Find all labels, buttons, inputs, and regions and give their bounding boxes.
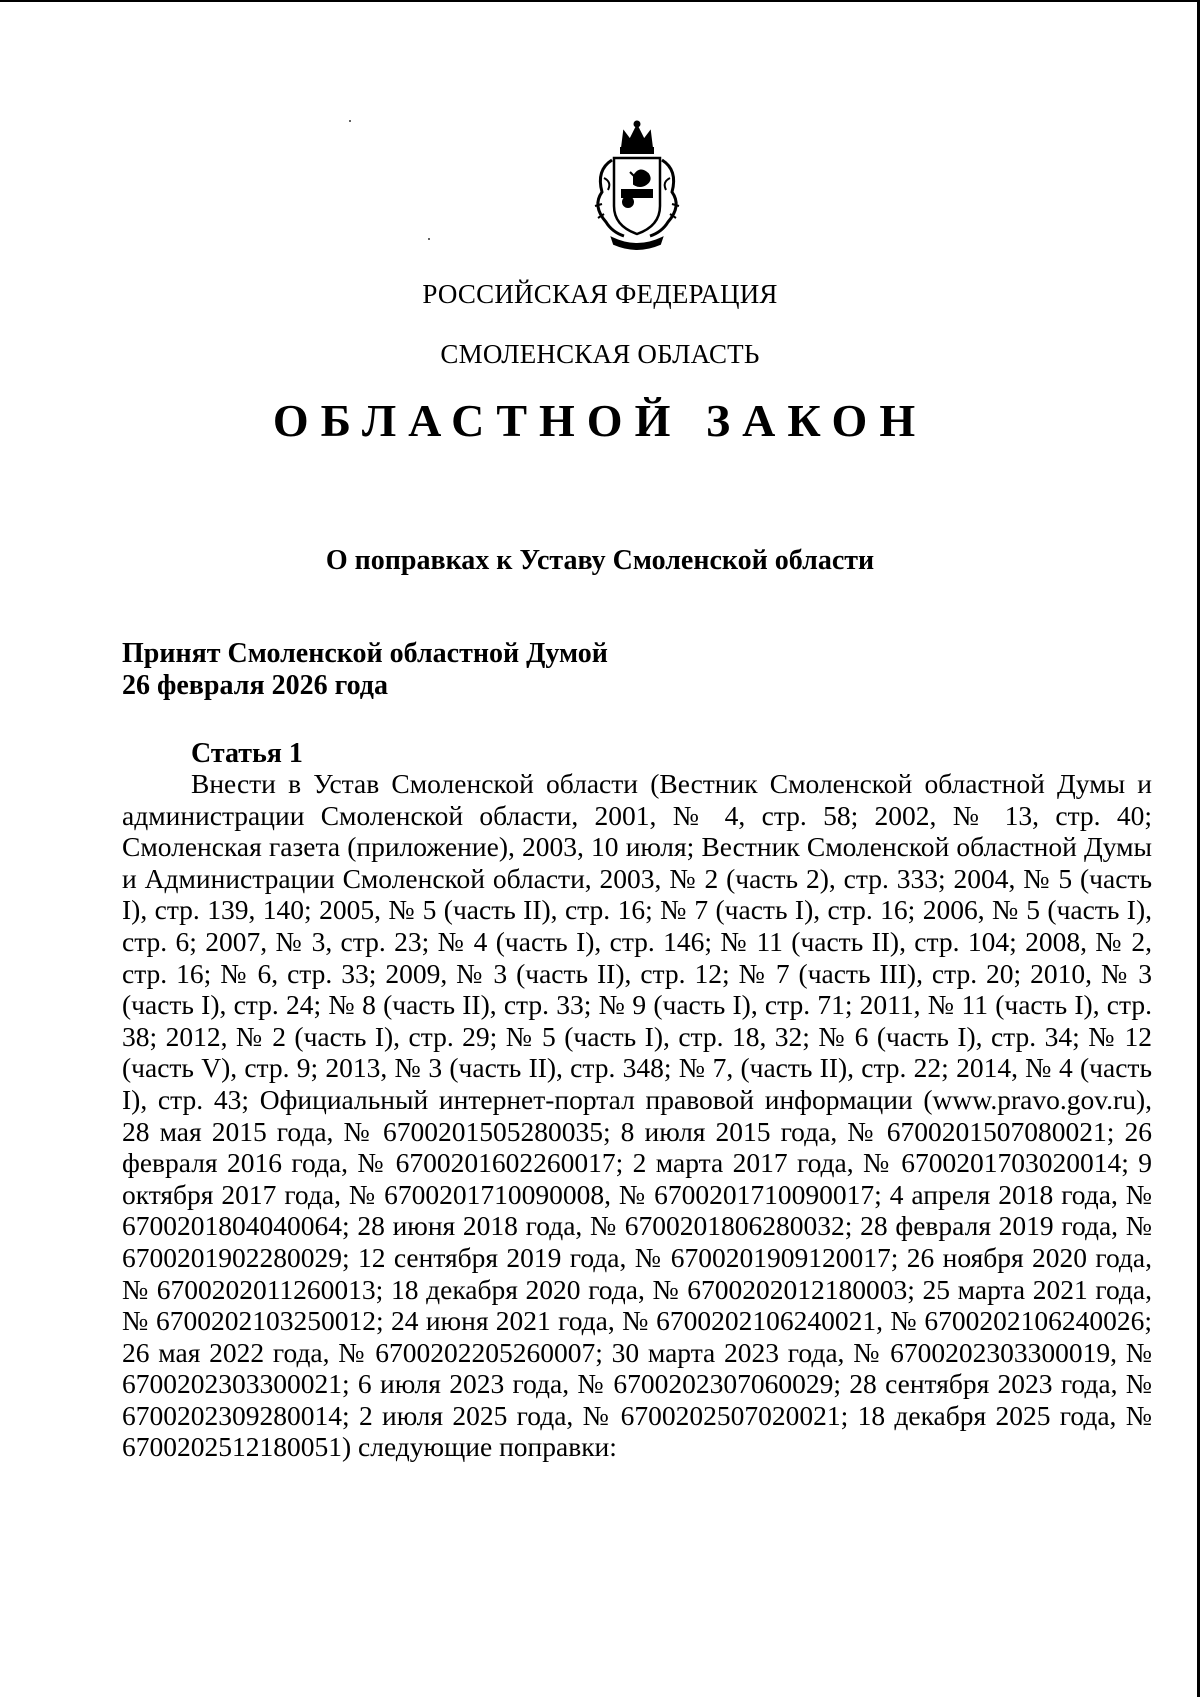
article-text: Внести в Устав Смоленской области (Вестник Смоленской областной Думы и администрации Смоленской области, 2001, № 4, стр. 58; 2002, № 13, стр. 40; Смоленская газета (приложение), 2003, 10 июля; Вестник Смоленской областной Думы и Администрации Смоленской области, 2003, № 2 (часть 2), стр. 333; 2004, № 5 (часть I), стр. 139, 140; 2005, № 5 (часть II), стр. 16; № 7 (часть I), стр. 16; 2006, № 5 (часть I), стр. 6; 2007, № 3, стр. 23; № 4 (часть I), стр. 146; № 11 (часть II), стр. 104; 2008, № 2, стр. 16; № 6, стр. 33; 2009, № 3 (часть II), стр. 12; № 7 (часть III), стр. 20; 2010, № 3 (часть I), стр. 24; № 8 (часть II), стр. 33; № 9 (часть I), стр. 71; 2011, № 11 (часть I), стр. 38; 2012, № 2 (часть I), стр. 29; № 5 (часть I), стр. 18, 32; № 6 (часть I), стр. 34; № 12 (часть V), стр. 9; 2013, № 3 (часть II), стр. 348; № 7, (часть II), стр. 22; 2014, № 4 (часть I), стр. 43; Официальный интернет-портал правовой информации (www.pravo.gov.ru), 28 мая 2015 года, № 6700201505280035; 8 июля 2015 года, № 6700201507080021; 26 февраля 2016 года, № 6700201602260017; 2 марта 2017 года, № 6700201703020014; 9 октября 2017 года, № 6700201710090008, № 6700201710090017; 4 апреля 2018 года, № 6700201804040064; 28 июня 2018 года, № 6700201806280032; 28 февраля 2019 года, № 6700201902280029; 12 сентября 2019 года, № 6700201909120017; 26 ноября 2020 года, № 6700202011260013; 18 декабря 2020 года, № 6700202012180003; 25 марта 2021 года, № 6700202103250012; 24 июня 2021 года, № 6700202106240021, № 6700202106240026; 26 мая 2022 года, № 6700202205260007; 30 марта 2023 года, № 6700202303300019, № 6700202303300021; 6 июля 2023 года, № 6700202307060029; 28 сентября 2023 года, № 6700202309280014; 2 июля 2025 года, № 6700202507020021; 18 декабря 2025 года, № 6700202512180051) следующие поправки: [122,768,1152,1463]
region-name: СМОЛЕНСКАЯ ОБЛАСТЬ [440,339,760,369]
adoption-info [122,638,608,702]
law-subject: О поправках к Уставу Смоленской области [325,545,875,576]
country-name: РОССИЙСКАЯ ФЕДЕРАЦИЯ [422,279,778,309]
adoption-body: Принят Смоленской областной Думой [122,638,608,669]
scan-edge-top [0,0,1200,2]
scan-speck [349,120,351,122]
article-heading: Статья 1 [191,738,303,769]
adoption-date: 26 февраля 2026 года [122,670,388,701]
document-type-title: ОБЛАСТНОЙ ЗАКОН [272,395,928,446]
smolensk-coat-of-arms-icon [582,118,692,253]
scan-speck [428,238,430,240]
